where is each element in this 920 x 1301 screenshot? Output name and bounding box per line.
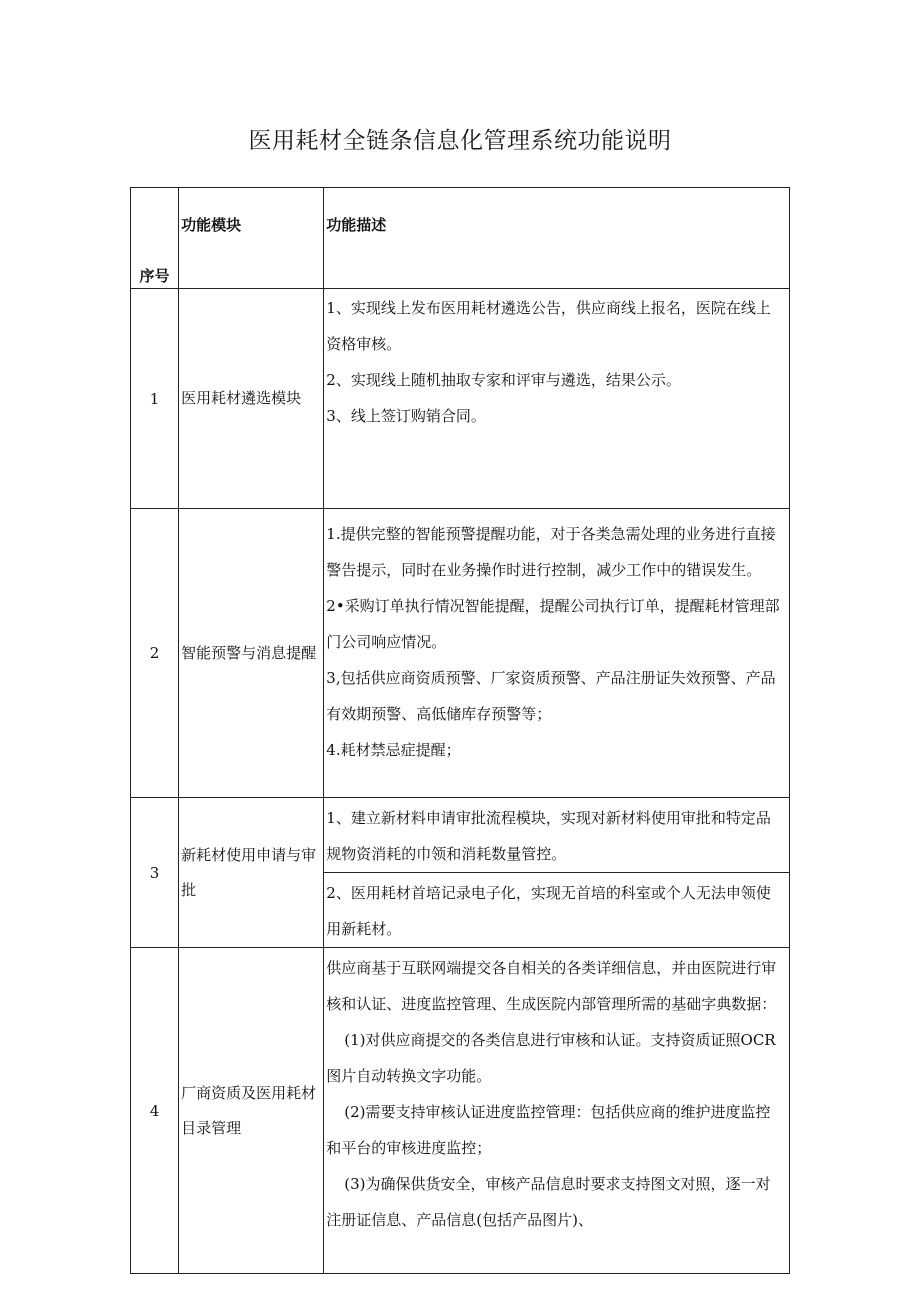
function-table <box>130 187 790 1274</box>
row-desc: 2、医用耗材首培记录电子化，实现无首培的科室或个人无法申领使用新耗材。 <box>324 873 790 948</box>
desc-line: 4.耗材禁忌症提醒； <box>326 741 461 759</box>
desc-line: (2)需要支持审核认证进度监控管理：包括供应商的维护进度监控和平台的审核进度监控； <box>326 1103 771 1157</box>
desc-line: 3,包括供应商资质预警、厂家资质预警、产品注册证失效预警、产品有效期预警、高低储库存预警等； <box>326 669 776 723</box>
header-desc: 功能描述 <box>324 188 790 289</box>
table-row <box>131 289 790 509</box>
desc-line: 供应商基于互联网端提交各自相关的各类详细信息，并由医院进行审核和认证、进度监控管理、生成医院内部管理所需的基础字典数据： <box>326 959 777 1013</box>
row-desc <box>324 509 790 798</box>
row-seq: 1 <box>131 289 179 509</box>
desc-line: 3、线上签订购销合同。 <box>326 407 486 425</box>
row-desc: 1、建立新材料申请审批流程模块，实现对新材料使用审批和特定品规物资消耗的巾领和消耗数量管控。 <box>324 798 790 873</box>
desc-line: (3)为确保供货安全，审核产品信息时要求支持图文对照，逐一对注册证信息、产品信息(包括产品图片)、 <box>326 1175 771 1229</box>
header-seq: 序号 <box>131 188 179 289</box>
header-module: 功能模块 <box>179 188 324 289</box>
table-header-row <box>131 188 790 289</box>
row-seq: 3 <box>131 798 179 948</box>
row-module: 厂商资质及医用耗材目录管理 <box>179 948 324 1274</box>
row-desc <box>324 289 790 509</box>
desc-line: (1)对供应商提交的各类信息进行审核和认证。支持资质证照OCR图片自动转换文字功能。 <box>326 1031 776 1085</box>
table-row <box>131 509 790 798</box>
table-row <box>131 798 790 873</box>
desc-line: 2•采购订单执行情况智能提醒，提醒公司执行订单，提醒耗材管理部门公司响应情况。 <box>326 597 780 651</box>
table-row <box>131 948 790 1274</box>
row-module: 医用耗材遴选模块 <box>179 289 324 509</box>
desc-line: 1.提供完整的智能预警提醒功能，对于各类急需处理的业务进行直接警告提示，同时在业务操作时进行控制，减少工作中的错误发生。 <box>326 525 776 579</box>
document-title: 医用耗材全链条信息化管理系统功能说明 <box>248 128 672 154</box>
row-seq: 2 <box>131 509 179 798</box>
row-module: 新耗材使用申请与审批 <box>179 798 324 948</box>
row-desc <box>324 948 790 1274</box>
desc-line: 1、实现线上发布医用耗材遴选公告，供应商线上报名，医院在线上资格审核。 <box>326 299 771 353</box>
row-module: 智能预警与消息提醒 <box>179 509 324 798</box>
desc-line: 2、实现线上随机抽取专家和评审与遴选，结果公示。 <box>326 371 681 389</box>
row-seq: 4 <box>131 948 179 1274</box>
